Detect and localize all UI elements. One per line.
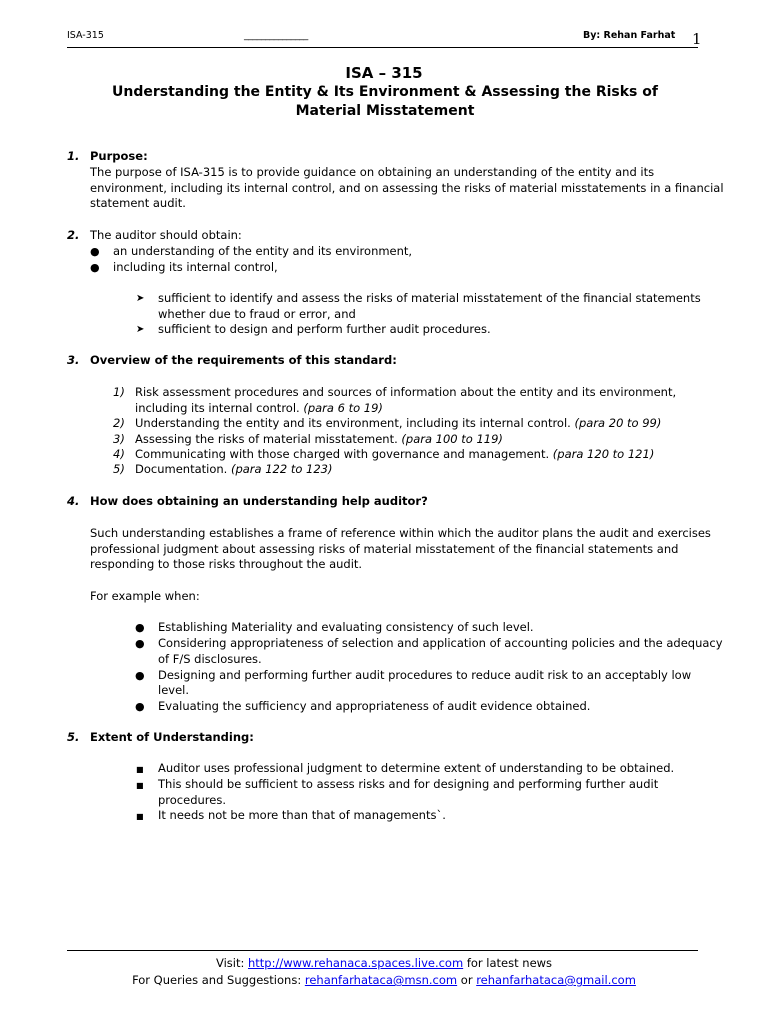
section-4-number: 4. — [67, 494, 80, 508]
list-item: of F/S disclosures. — [158, 652, 262, 666]
list-item: Communicating with those charged with governance and management. (para 120 to 121) — [135, 447, 655, 461]
list-item: Documentation. (para 122 to 123) — [135, 462, 333, 476]
section-5-number: 5. — [67, 730, 80, 744]
item-number: 3) — [113, 432, 125, 446]
arrow-bullet-icon: ➤ — [136, 293, 145, 304]
section-1-line: The purpose of ISA-315 is to provide guidance on obtaining an understanding of the entity and its — [90, 165, 655, 179]
section-1-number: 1. — [67, 149, 80, 163]
section-5-heading: Extent of Understanding: — [90, 730, 254, 744]
item-number: 4) — [113, 447, 125, 461]
page-subtitle: Understanding the Entity & Its Environment & Assessing the Risks of Material Misstatement — [112, 84, 658, 119]
para-ref: (para 20 to 99) — [574, 416, 662, 430]
para-ref: (para 120 to 121) — [552, 447, 655, 461]
header-doc-id: ISA-315 — [67, 30, 104, 41]
bullet-icon: ● — [90, 245, 100, 258]
square-bullet-icon: ■ — [136, 812, 144, 821]
section-4-line: responding to those risks throughout the audit. — [90, 557, 363, 571]
list-item: Evaluating the sufficiency and appropriateness of audit evidence obtained. — [158, 699, 591, 713]
section-1-line: statement audit. — [90, 196, 186, 210]
para-ref: (para 6 to 19) — [303, 401, 383, 415]
bullet-icon: ● — [90, 261, 100, 274]
page-title: ISA – 315 — [345, 64, 423, 82]
email-link-msn[interactable]: rehanfarhataca@msn.com — [304, 973, 458, 987]
list-item: an understanding of the entity and its environment, — [113, 244, 413, 258]
footer-queries: For Queries and Suggestions: rehanfarhataca@msn.com or rehanfarhataca@gmail.com — [132, 973, 636, 987]
page-number: 1 — [692, 30, 702, 48]
para-ref: (para 100 to 119) — [401, 432, 503, 446]
header-author: By: Rehan Farhat — [583, 30, 676, 41]
header-divider — [67, 47, 698, 48]
website-link[interactable]: http://www.rehanaca.spaces.live.com — [248, 956, 464, 970]
list-item: sufficient to design and perform further audit procedures. — [158, 322, 491, 336]
section-4-heading: How does obtaining an understanding help auditor? — [90, 494, 428, 508]
list-item: including its internal control, — [113, 260, 278, 274]
list-item: Understanding the entity and its environment, including its internal control. (para 20 to 99) — [135, 416, 662, 430]
para-ref: (para 122 to 123) — [230, 462, 333, 476]
bullet-icon: ● — [135, 621, 145, 634]
bullet-icon: ● — [135, 669, 145, 682]
email-link-gmail[interactable]: rehanfarhataca@gmail.com — [476, 973, 636, 987]
section-4-line: professional judgment about assessing risks of material misstatement of the financial statements and — [90, 542, 679, 556]
section-4-line: Such understanding establishes a frame of reference within which the auditor plans the audit and exercises — [90, 526, 711, 540]
square-bullet-icon: ■ — [136, 781, 144, 790]
section-1-line: environment, including its internal control, and on assessing the risks of material misstatements in a financial — [90, 181, 724, 195]
square-bullet-icon: ■ — [136, 765, 144, 774]
item-number: 1) — [113, 385, 125, 399]
section-3-heading: Overview of the requirements of this standard: — [90, 353, 397, 367]
list-item: level. — [158, 683, 190, 697]
bullet-icon: ● — [135, 700, 145, 713]
section-1-heading: Purpose: — [90, 149, 148, 163]
list-item: Risk assessment procedures and sources of information about the entity and its environment, — [135, 385, 677, 399]
list-item: procedures. — [158, 793, 226, 807]
list-item: including its internal control. (para 6 to 19) — [135, 401, 383, 415]
list-item: This should be sufficient to assess risks and for designing and performing further audit — [158, 777, 659, 791]
section-4-example-intro: For example when: — [90, 589, 200, 603]
footer-visit: Visit: http://www.rehanaca.spaces.live.com for latest news — [215, 956, 553, 970]
bullet-icon: ● — [135, 637, 145, 650]
footer-divider — [67, 950, 698, 951]
item-number: 2) — [113, 416, 125, 430]
arrow-bullet-icon: ➤ — [136, 324, 145, 335]
list-item: Designing and performing further audit procedures to reduce audit risk to an acceptably low — [158, 668, 692, 682]
section-3-number: 3. — [67, 353, 80, 367]
list-item: Auditor uses professional judgment to determine extent of understanding to be obtained. — [158, 761, 675, 775]
list-item: It needs not be more than that of managements`. — [158, 808, 446, 822]
list-item: Establishing Materiality and evaluating consistency of such level. — [158, 620, 534, 634]
list-item: whether due to fraud or error, and — [158, 307, 356, 321]
list-item: Considering appropriateness of selection and application of accounting policies and the adequacy — [158, 636, 723, 650]
item-number: 5) — [113, 462, 125, 476]
list-item: Assessing the risks of material misstatement. (para 100 to 119) — [135, 432, 503, 446]
header-blank-line: _______________ — [244, 30, 308, 41]
section-2-intro: The auditor should obtain: — [90, 228, 242, 242]
section-2-number: 2. — [67, 228, 80, 242]
list-item: sufficient to identify and assess the risks of material misstatement of the financial statements — [158, 291, 701, 305]
